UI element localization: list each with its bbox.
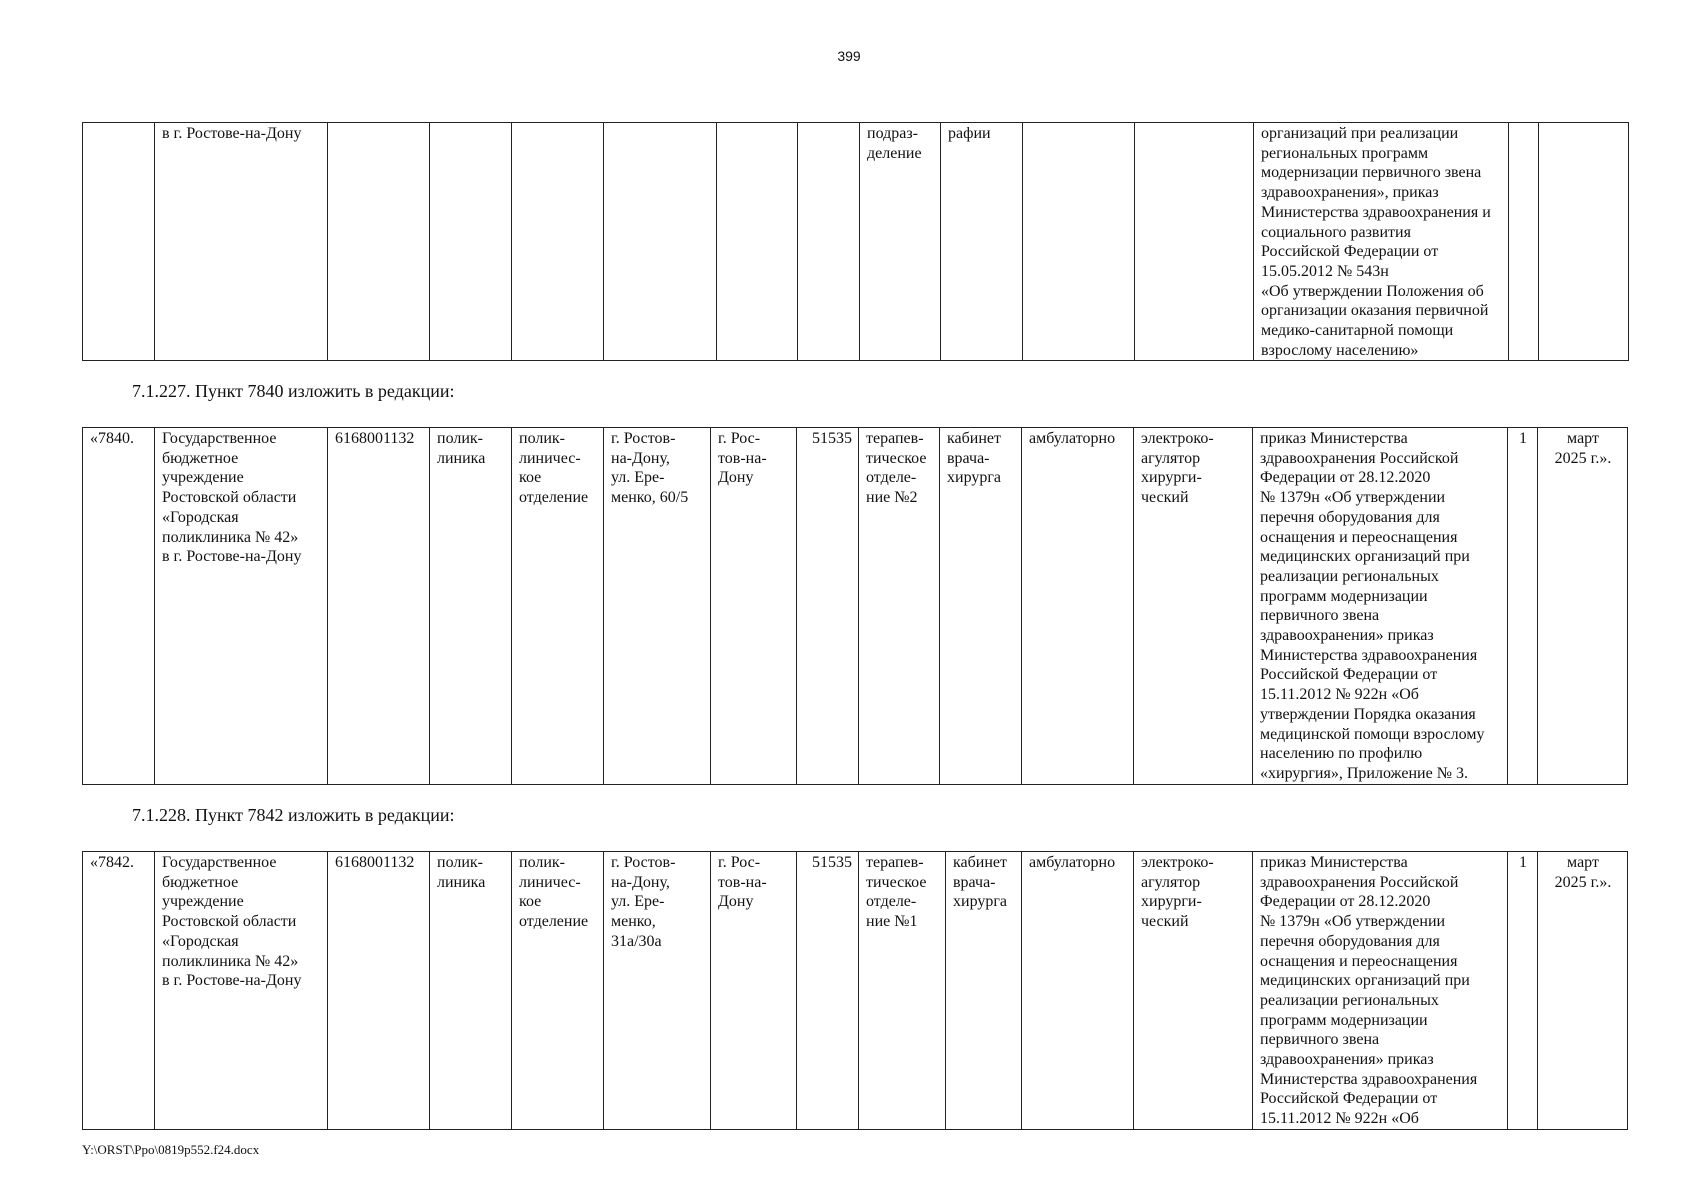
cell-care-form: амбулаторно	[1022, 852, 1134, 1130]
cell-deadline: март 2025 г.».	[1538, 428, 1628, 785]
cell-address: г. Ростов- на-Дону, ул. Ере- менко, 60/5	[604, 428, 711, 785]
cell-organization: в г. Ростове-на-Дону	[155, 123, 328, 361]
cell-city	[717, 123, 798, 361]
cell-unit: полик- линичес- кое отделение	[512, 428, 604, 785]
cell-code: 51535	[797, 428, 859, 785]
cell-unit-type	[430, 123, 512, 361]
continuation-table	[82, 122, 1629, 361]
cell-quantity: 1	[1508, 428, 1538, 785]
table-item-7842	[82, 851, 1628, 1130]
cell-department: терапев- тическое отделе- ние №2	[859, 428, 940, 785]
cell-deadline: март 2025 г.».	[1538, 852, 1628, 1130]
cell-address	[604, 123, 717, 361]
cell-unit-type: полик- линика	[430, 852, 512, 1130]
cell-legal-basis: приказ Министерства здравоохранения Российской Федерации от 28.12.2020 № 1379н «Об утверждении перечня оборудования для оснащения и переоснащения медицинских организаций при реализации региональных программ модернизации первичного звена здравоохранения» приказ Министерства здравоохранения Российской Федерации от 15.11.2012 № 922н «Об	[1253, 852, 1508, 1130]
cell-city: г. Рос- тов-на- Дону	[711, 852, 797, 1130]
cell-legal-basis: организаций при реализации региональных программ модернизации первичного звена здравоохранения», приказ Министерства здравоохранения и социального развития Российской Федерации от 15.05.2012 № 543н «Об утверждении Положения об организации оказания первичной медико-санитарной помощи взрослому населению»	[1254, 123, 1509, 361]
cell-room: рафии	[941, 123, 1023, 361]
cell-row-number: «7842.	[83, 852, 155, 1130]
cell-inn: 6168001132	[328, 852, 430, 1130]
cell-unit: полик- линичес- кое отделение	[512, 852, 604, 1130]
section-heading-7840: 7.1.227. Пункт 7840 изложить в редакции:	[132, 381, 455, 401]
cell-row-number	[83, 123, 155, 361]
cell-equipment: электроко- агулятор хирурги- ческий	[1134, 428, 1253, 785]
cell-equipment	[1135, 123, 1254, 361]
cell-organization: Государственное бюджетное учреждение Ростовской области «Городская поликлиника № 42» в г. Ростове-на-Дону	[155, 852, 328, 1130]
table-item-7840	[82, 427, 1628, 785]
cell-care-form: амбулаторно	[1022, 428, 1134, 785]
cell-code	[798, 123, 860, 361]
page-number: 399	[837, 48, 861, 64]
file-path-footer: Y:\ORST\Ppo\0819p552.f24.docx	[82, 1142, 260, 1157]
cell-department: терапев- тическое отделе- ние №1	[859, 852, 946, 1130]
cell-care-form	[1023, 123, 1135, 361]
cell-equipment: электроко- агулятор хирурги- ческий	[1134, 852, 1253, 1130]
cell-room: кабинет врача- хирурга	[940, 428, 1022, 785]
cell-unit-type: полик- линика	[430, 428, 512, 785]
cell-quantity	[1509, 123, 1539, 361]
cell-quantity: 1	[1508, 852, 1538, 1130]
cell-organization: Государственное бюджетное учреждение Ростовской области «Городская поликлиника № 42» в г. Ростове-на-Дону	[155, 428, 328, 785]
cell-code: 51535	[797, 852, 859, 1130]
cell-deadline	[1539, 123, 1629, 361]
cell-inn: 6168001132	[328, 428, 430, 785]
table-row	[83, 428, 1628, 785]
section-heading-7842: 7.1.228. Пункт 7842 изложить в редакции:	[132, 805, 455, 825]
table-row	[83, 852, 1628, 1130]
cell-room: кабинет врача- хирурга	[946, 852, 1022, 1130]
cell-legal-basis: приказ Министерства здравоохранения Российской Федерации от 28.12.2020 № 1379н «Об утверждении перечня оборудования для оснащения и переоснащения медицинских организаций при реализации региональных программ модернизации первичного звена здравоохранения» приказ Министерства здравоохранения Российской Федерации от 15.11.2012 № 922н «Об утверждении Порядка оказания медицинской помощи взрослому населению по профилю «хирургия», Приложение № 3.	[1253, 428, 1508, 785]
cell-city: г. Рос- тов-на- Дону	[711, 428, 797, 785]
table-row	[83, 123, 1629, 361]
cell-department: подраз- деление	[860, 123, 941, 361]
cell-row-number: «7840.	[83, 428, 155, 785]
cell-unit	[512, 123, 604, 361]
cell-address: г. Ростов- на-Дону, ул. Ере- менко, 31а/30а	[604, 852, 711, 1130]
cell-inn	[328, 123, 430, 361]
